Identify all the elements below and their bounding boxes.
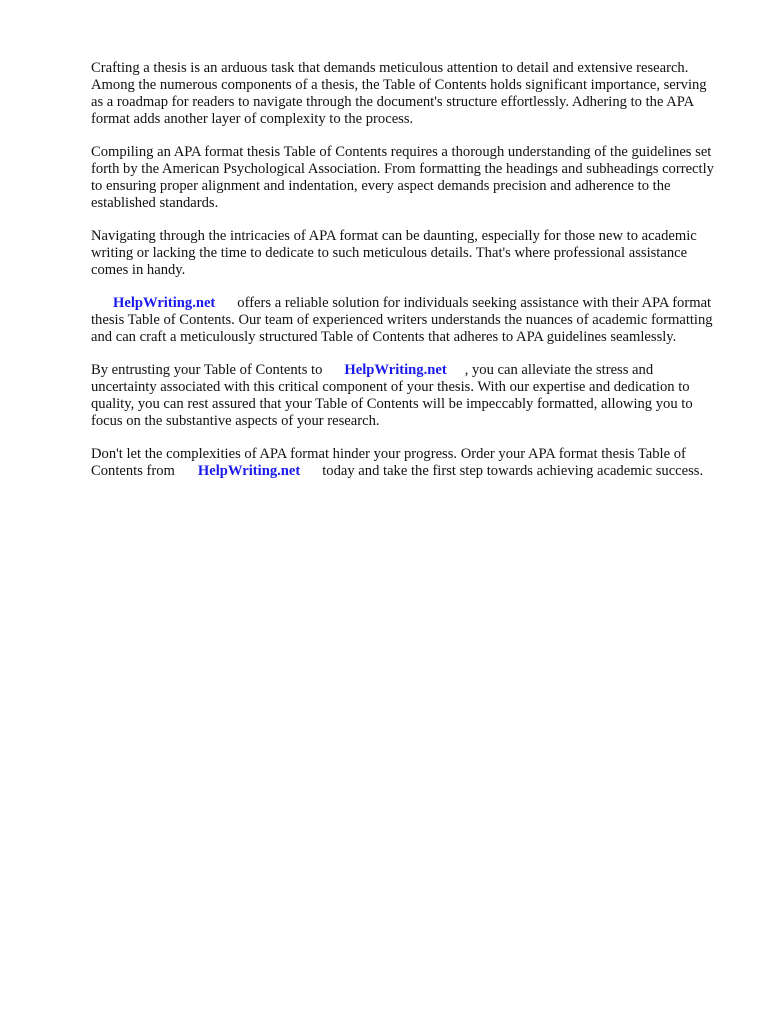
paragraph-intro: Crafting a thesis is an arduous task that demands meticulous attention to detail and extensive research. Among the numerous components of a thesis, the Table of Contents holds significant importance, serving as a roadmap for readers to navigate through the document's structure effortlessly. Adhering to the APA format adds another layer of complexity to the process. [91,60,707,127]
paragraph-text: today and take the first step towards achieving academic success. [322,463,704,479]
paragraph-text: , you can alleviate the stress and uncertainty associated with this critical component of your thesis. With our expertise and dedication to quality, you can rest assured that your Table of Contents will be impeccably formatted, allowing you to focus on the substantive aspects of your research. [91,362,693,429]
document-body [91,60,719,496]
paragraph-navigating: Navigating through the intricacies of APA format can be daunting, especially for those new to academic writing or lacking the time to dedicate to such meticulous details. That's where professional assistance comes in handy. [91,228,697,278]
paragraph-call-to-action [91,446,719,480]
paragraph-entrusting [91,362,719,430]
helpwriting-link[interactable]: HelpWriting.net [197,463,301,479]
paragraph-text: By entrusting your Table of Contents to [91,362,323,378]
paragraph-text: Don't let the complexities of APA format hinder your progress. Order your APA format thesis Table of Contents from [91,446,686,479]
helpwriting-link[interactable]: HelpWriting.net [113,295,216,311]
paragraph-service-offer [91,295,719,346]
paragraph-compiling: Compiling an APA format thesis Table of Contents requires a thorough understanding of the guidelines set forth by the American Psychological Association. From formatting the headings and subheadings correctly to ensuring proper alignment and indentation, every aspect demands precision and adherence to the established standards. [91,144,714,211]
paragraph-text: offers a reliable solution for individuals seeking assistance with their APA format thesis Table of Contents. Our team of experienced writers understands the nuances of academic formatting and can craft a meticulously structured Table of Contents that adheres to APA guidelines seamlessly. [91,295,713,345]
helpwriting-link[interactable]: HelpWriting.net [344,362,447,378]
